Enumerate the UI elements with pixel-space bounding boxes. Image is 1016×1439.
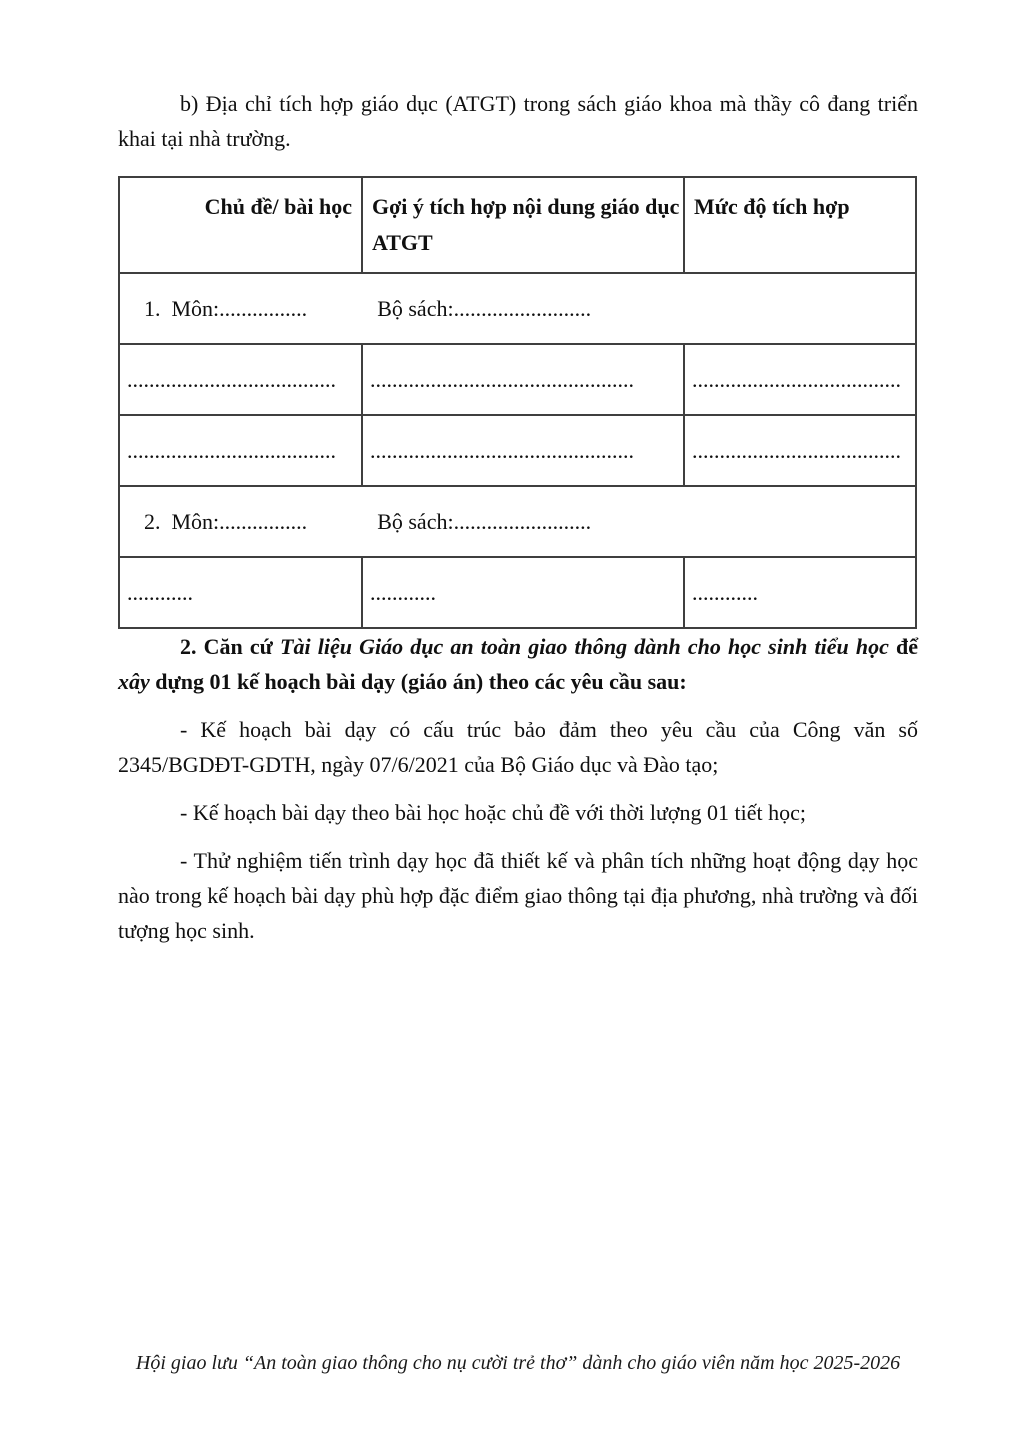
integration-table xyxy=(118,176,917,629)
subject2-series-label: Bộ sách:......................... xyxy=(377,508,592,534)
subject1-cell xyxy=(119,273,916,344)
subject1-label: 1. Môn:................ xyxy=(144,295,308,321)
requirement-3: - Thử nghiệm tiến trình dạy học đã thiết kế và phân tích những hoạt động dạy học nào trong kế hoạch bài dạy phù hợp đặc điểm giao thông tại địa phương, nhà trường và đối tượng học sinh. xyxy=(118,848,918,943)
fill-cell-suggestion: ................................................ xyxy=(362,344,684,415)
fill-cell-level: ...................................... xyxy=(684,415,916,486)
requirement-2: - Kế hoạch bài dạy theo bài học hoặc chủ đề với thời lượng 01 tiết học; xyxy=(180,800,806,825)
section2-doc-title: Tài liệu Giáo dục an toàn giao thông dành cho học sinh tiểu học xyxy=(280,634,889,659)
subject1-row xyxy=(119,273,916,344)
subject1-series-label: Bộ sách:......................... xyxy=(377,295,592,321)
fill-cell-topic: ...................................... xyxy=(119,344,362,415)
fill-cell-suggestion: ................................................ xyxy=(362,415,684,486)
fill-cell-topic: ............ xyxy=(119,557,362,628)
subject2-row xyxy=(119,486,916,557)
section2-tail: dựng 01 kế hoạch bài dạy (giáo án) theo các yêu cầu sau: xyxy=(149,669,687,694)
page-footer: Hội giao lưu “An toàn giao thông cho nụ cười trẻ thơ” dành cho giáo viên năm học 2025-2026 xyxy=(135,1352,901,1374)
fill-cell-level: ...................................... xyxy=(684,344,916,415)
section2-heading xyxy=(118,629,918,699)
col-header-suggestion: Gợi ý tích hợp nội dung giáo dục ATGT xyxy=(362,177,684,273)
subject2-label: 2. Môn:................ xyxy=(144,508,308,534)
fill-row-3 xyxy=(119,557,916,628)
fill-row-2 xyxy=(119,415,916,486)
fill-row-1 xyxy=(119,344,916,415)
fill-cell-level: ............ xyxy=(684,557,916,628)
col-header-level: Mức độ tích hợp xyxy=(684,177,916,273)
table-header-row xyxy=(119,177,916,273)
intro-paragraph: b) Địa chỉ tích hợp giáo dục (ATGT) trong sách giáo khoa mà thầy cô đang triển khai tại nhà trường. xyxy=(118,91,918,151)
fill-cell-suggestion: ............ xyxy=(362,557,684,628)
subject2-cell xyxy=(119,486,916,557)
section2-lead: 2. Căn cứ xyxy=(180,634,281,659)
fill-cell-topic: ...................................... xyxy=(119,415,362,486)
section2-mid: để xyxy=(888,634,918,659)
section2-italic-word: xây xyxy=(118,669,150,694)
col-header-topic: Chủ đề/ bài học xyxy=(119,177,362,273)
requirement-1: - Kế hoạch bài dạy có cấu trúc bảo đảm theo yêu cầu của Công văn số 2345/BGDĐT-GDTH, ngày 07/6/2021 của Bộ Giáo dục và Đào tạo; xyxy=(118,717,918,777)
page-content xyxy=(118,86,918,948)
